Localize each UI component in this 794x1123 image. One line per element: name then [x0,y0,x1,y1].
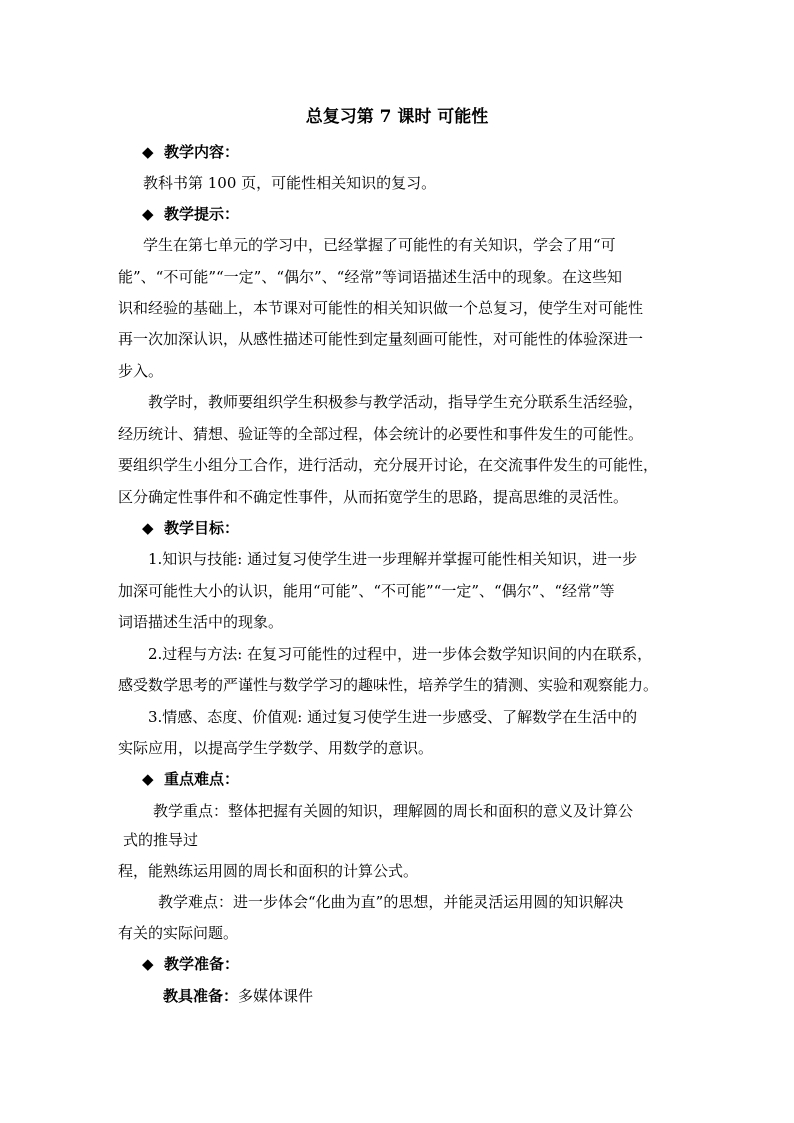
heading-goals: ◆ 教学目标： [142,519,240,537]
content-text: 教科书第 100 页，可能性相关知识的复习。 [143,174,437,192]
diamond-bullet-icon: ◆ [142,519,154,537]
diamond-bullet-icon: ◆ [142,955,154,973]
key-point-line: 教学重点：整体把握有关圆的知识，理解圆的周长和面积的意义及计算公 [153,802,634,820]
goal-1-line: 1.知识与技能: 通过复习使学生进一步理解并掌握可能性相关知识，进一步 [148,550,638,568]
heading-key-points: ◆ 重点难点： [142,770,240,788]
goal-1-line: 词语描述生活中的现象。 [118,613,284,631]
goal-2-line: 感受数学思考的严谨性与数学学习的趣味性，培养学生的猜测、实验和观察能力。 [118,676,659,694]
tips-p1-line: 能”、“不可能”“一定”、“偶尔”、“经常”等词语描述生活中的现象。在这些知 [118,268,623,286]
tips-p1-line: 步入。 [118,362,164,380]
tips-p2-line: 区分确定性事件和不确定性事件，从而拓宽学生的思路，提高思维的灵活性。 [118,488,629,506]
difficulty-line: 有关的实际问题。 [118,924,239,942]
goal-3-line: 实际应用，以提高学生学数学、用数学的意识。 [118,739,434,757]
goal-2-line: 2.过程与方法: 在复习可能性的过程中，进一步体会数学知识间的内在联系， [148,645,653,663]
key-point-line: 式的推导过 [123,831,199,849]
tips-p1-line: 学生在第七单元的学习中，已经掌握了可能性的有关知识，学会了用“可 [143,236,616,254]
goal-3-line: 3.情感、态度、价值观: 通过复习使学生进一步感受、了解数学在生活中的 [148,708,638,726]
preparation-value: 多媒体课件 [238,987,314,1005]
tips-p1-line: 再一次加深认识，从感性描述可能性到定量刻画可能性，对可能性的体验深进一 [118,330,644,348]
diamond-bullet-icon: ◆ [142,143,154,161]
preparation-label: 教具准备： [163,987,239,1005]
tips-p2-line: 要组织学生小组分工合作，进行活动，充分展开讨论，在交流事件发生的可能性， [118,456,659,474]
goal-1-line: 加深可能性大小的认识，能用“可能”、“不可能”“一定”、“偶尔”、“经常”等 [118,582,615,600]
diamond-bullet-icon: ◆ [142,770,154,788]
key-point-line: 程，能熟练运用圆的周长和面积的计算公式。 [118,862,419,880]
tips-p1-line: 识和经验的基础上，本节课对可能性的相关知识做一个总复习，使学生对可能性 [118,299,644,317]
preparation-line [163,985,313,1007]
diamond-bullet-icon: ◆ [142,205,154,223]
heading-content: ◆ 教学内容： [142,143,240,161]
tips-p2-line: 教学时，教师要组织学生积极参与教学活动，指导学生充分联系生活经验， [148,393,644,411]
difficulty-line: 教学难点：进一步体会“化曲为直”的思想，并能灵活运用圆的知识解决 [158,893,624,911]
heading-tips: ◆ 教学提示： [142,205,240,223]
tips-p2-line: 经历统计、猜想、验证等的全部过程，体会统计的必要性和事件发生的可能性。 [118,425,644,443]
page-title: 总复习第 7 课时 可能性 [305,107,489,127]
heading-preparation: ◆ 教学准备： [142,955,240,973]
